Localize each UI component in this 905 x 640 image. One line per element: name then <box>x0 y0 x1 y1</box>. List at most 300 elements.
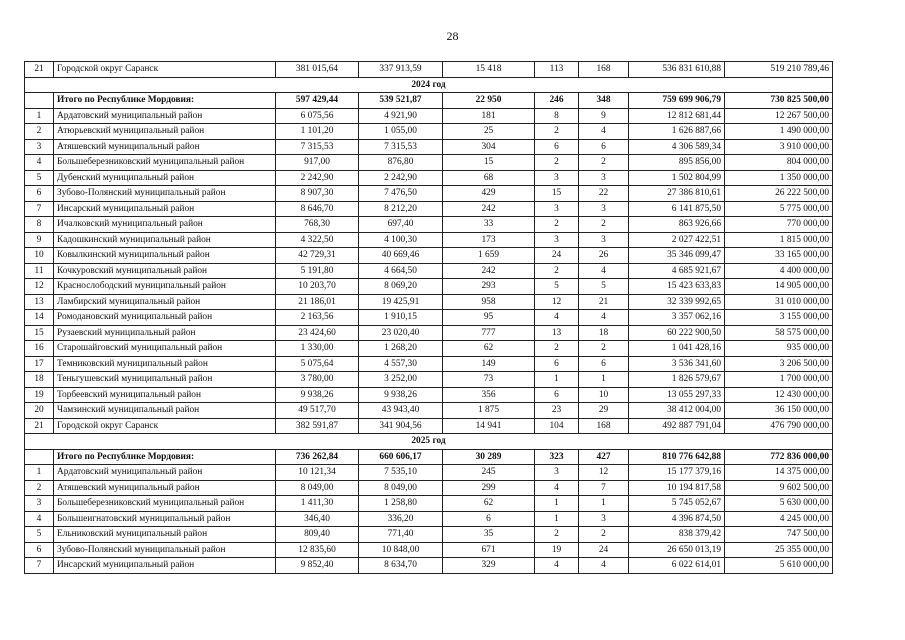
table-row <box>25 201 833 217</box>
value-cell-6: 838 379,42 <box>629 527 725 543</box>
value-cell-2: 539 521,87 <box>359 93 443 109</box>
district-name: Городской округ Саранск <box>54 62 276 78</box>
value-cell-7: 730 825 500,00 <box>725 93 833 109</box>
value-cell-1: 7 315,53 <box>276 139 359 155</box>
table-row <box>25 480 833 496</box>
value-cell-3: 173 <box>443 232 535 248</box>
table-row <box>25 170 833 186</box>
value-cell-6: 3 536 341,60 <box>629 356 725 372</box>
value-cell-7: 31 010 000,00 <box>725 294 833 310</box>
value-cell-5: 6 <box>579 356 629 372</box>
value-cell-1: 10 203,70 <box>276 279 359 295</box>
value-cell-4: 13 <box>535 325 579 341</box>
value-cell-6: 35 346 099,47 <box>629 248 725 264</box>
total-row <box>25 93 833 109</box>
value-cell-3: 95 <box>443 310 535 326</box>
value-cell-2: 771,40 <box>359 527 443 543</box>
year-label: 2024 год <box>25 77 833 93</box>
value-cell-4: 113 <box>535 62 579 78</box>
value-cell-6: 4 685 921,67 <box>629 263 725 279</box>
value-cell-2: 8 634,70 <box>359 558 443 574</box>
value-cell-3: 15 <box>443 155 535 171</box>
value-cell-3: 1 659 <box>443 248 535 264</box>
value-cell-2: 40 669,46 <box>359 248 443 264</box>
value-cell-5: 29 <box>579 403 629 419</box>
district-name: Ардатовский муниципальный район <box>54 108 276 124</box>
value-cell-6: 4 396 874,50 <box>629 511 725 527</box>
value-cell-5: 168 <box>579 62 629 78</box>
value-cell-3: 22 950 <box>443 93 535 109</box>
value-cell-6: 6 022 614,01 <box>629 558 725 574</box>
value-cell-3: 329 <box>443 558 535 574</box>
value-cell-1: 9 852,40 <box>276 558 359 574</box>
value-cell-3: 62 <box>443 341 535 357</box>
value-cell-7: 3 206 500,00 <box>725 356 833 372</box>
value-cell-1: 736 262,84 <box>276 449 359 465</box>
value-cell-7: 5 630 000,00 <box>725 496 833 512</box>
value-cell-1: 1 330,00 <box>276 341 359 357</box>
row-number: 16 <box>25 341 54 357</box>
value-cell-6: 1 626 887,66 <box>629 124 725 140</box>
row-number: 13 <box>25 294 54 310</box>
value-cell-6: 895 856,00 <box>629 155 725 171</box>
value-cell-2: 4 664,50 <box>359 263 443 279</box>
table-row <box>25 217 833 233</box>
value-cell-2: 8 069,20 <box>359 279 443 295</box>
value-cell-1: 917,00 <box>276 155 359 171</box>
value-cell-7: 935 000,00 <box>725 341 833 357</box>
value-cell-3: 304 <box>443 139 535 155</box>
table-row <box>25 418 833 434</box>
value-cell-3: 429 <box>443 186 535 202</box>
value-cell-4: 5 <box>535 279 579 295</box>
row-number: 8 <box>25 217 54 233</box>
value-cell-2: 10 848,00 <box>359 542 443 558</box>
table-row <box>25 248 833 264</box>
value-cell-2: 1 910,15 <box>359 310 443 326</box>
value-cell-6: 4 306 589,34 <box>629 139 725 155</box>
value-cell-4: 8 <box>535 108 579 124</box>
value-cell-6: 1 826 579,67 <box>629 372 725 388</box>
district-name: Инсарский муниципальный район <box>54 558 276 574</box>
value-cell-3: 1 875 <box>443 403 535 419</box>
district-name: Кочкуровский муниципальный район <box>54 263 276 279</box>
district-name: Зубово-Полянский муниципальный район <box>54 542 276 558</box>
district-name: Дубенский муниципальный район <box>54 170 276 186</box>
value-cell-2: 1 055,00 <box>359 124 443 140</box>
table-row <box>25 496 833 512</box>
value-cell-4: 4 <box>535 310 579 326</box>
value-cell-1: 21 186,01 <box>276 294 359 310</box>
table-row <box>25 263 833 279</box>
table-row <box>25 124 833 140</box>
district-name: Ромодановский муниципальный район <box>54 310 276 326</box>
value-cell-4: 23 <box>535 403 579 419</box>
value-cell-4: 4 <box>535 558 579 574</box>
table-row <box>25 139 833 155</box>
value-cell-4: 3 <box>535 201 579 217</box>
district-name: Ардатовский муниципальный район <box>54 465 276 481</box>
value-cell-3: 68 <box>443 170 535 186</box>
value-cell-5: 168 <box>579 418 629 434</box>
value-cell-6: 26 650 013,19 <box>629 542 725 558</box>
table-row <box>25 62 833 78</box>
district-name: Кадошкинский муниципальный район <box>54 232 276 248</box>
row-number: 2 <box>25 480 54 496</box>
value-cell-4: 6 <box>535 139 579 155</box>
value-cell-7: 58 575 000,00 <box>725 325 833 341</box>
value-cell-5: 4 <box>579 124 629 140</box>
value-cell-2: 7 535,10 <box>359 465 443 481</box>
district-name: Темниковский муниципальный район <box>54 356 276 372</box>
value-cell-7: 804 000,00 <box>725 155 833 171</box>
value-cell-5: 2 <box>579 155 629 171</box>
value-cell-2: 43 943,40 <box>359 403 443 419</box>
row-number: 21 <box>25 418 54 434</box>
value-cell-5: 24 <box>579 542 629 558</box>
value-cell-5: 427 <box>579 449 629 465</box>
row-number: 4 <box>25 155 54 171</box>
row-number: 7 <box>25 558 54 574</box>
district-name: Большеигнатовский муниципальный район <box>54 511 276 527</box>
value-cell-5: 9 <box>579 108 629 124</box>
value-cell-1: 2 163,56 <box>276 310 359 326</box>
value-cell-3: 25 <box>443 124 535 140</box>
value-cell-4: 1 <box>535 496 579 512</box>
row-number: 5 <box>25 170 54 186</box>
value-cell-4: 3 <box>535 465 579 481</box>
value-cell-7: 476 790 000,00 <box>725 418 833 434</box>
table-row <box>25 542 833 558</box>
row-number: 15 <box>25 325 54 341</box>
value-cell-2: 2 242,90 <box>359 170 443 186</box>
value-cell-5: 3 <box>579 170 629 186</box>
value-cell-2: 4 100,30 <box>359 232 443 248</box>
page-number: 28 <box>446 29 459 43</box>
district-name: Старошайговский муниципальный район <box>54 341 276 357</box>
value-cell-5: 1 <box>579 372 629 388</box>
value-cell-3: 245 <box>443 465 535 481</box>
value-cell-1: 12 835,60 <box>276 542 359 558</box>
table-row <box>25 403 833 419</box>
value-cell-4: 2 <box>535 263 579 279</box>
row-number: 21 <box>25 62 54 78</box>
value-cell-1: 9 938,26 <box>276 387 359 403</box>
value-cell-6: 536 831 610,88 <box>629 62 725 78</box>
table-row <box>25 108 833 124</box>
value-cell-4: 19 <box>535 542 579 558</box>
value-cell-7: 25 355 000,00 <box>725 542 833 558</box>
value-cell-3: 14 941 <box>443 418 535 434</box>
value-cell-6: 810 776 642,88 <box>629 449 725 465</box>
value-cell-1: 1 411,30 <box>276 496 359 512</box>
district-name: Теньгушевский муниципальный район <box>54 372 276 388</box>
value-cell-1: 49 517,70 <box>276 403 359 419</box>
value-cell-1: 809,40 <box>276 527 359 543</box>
value-cell-1: 346,40 <box>276 511 359 527</box>
value-cell-4: 2 <box>535 155 579 171</box>
year-label: 2025 год <box>25 434 833 450</box>
value-cell-7: 519 210 789,46 <box>725 62 833 78</box>
value-cell-3: 62 <box>443 496 535 512</box>
table-row <box>25 310 833 326</box>
value-cell-1: 382 591,87 <box>276 418 359 434</box>
row-number: 5 <box>25 527 54 543</box>
row-number: 7 <box>25 201 54 217</box>
value-cell-4: 3 <box>535 170 579 186</box>
value-cell-4: 24 <box>535 248 579 264</box>
value-cell-2: 4 921,90 <box>359 108 443 124</box>
row-number: 17 <box>25 356 54 372</box>
row-number: 6 <box>25 542 54 558</box>
value-cell-3: 30 289 <box>443 449 535 465</box>
value-cell-3: 15 418 <box>443 62 535 78</box>
value-cell-5: 2 <box>579 527 629 543</box>
value-cell-4: 104 <box>535 418 579 434</box>
value-cell-4: 2 <box>535 527 579 543</box>
value-cell-5: 3 <box>579 232 629 248</box>
year-header-row <box>25 434 833 450</box>
value-cell-5: 26 <box>579 248 629 264</box>
value-cell-2: 697,40 <box>359 217 443 233</box>
value-cell-2: 336,20 <box>359 511 443 527</box>
value-cell-6: 3 357 062,16 <box>629 310 725 326</box>
table-row <box>25 511 833 527</box>
value-cell-4: 1 <box>535 372 579 388</box>
value-cell-1: 10 121,34 <box>276 465 359 481</box>
value-cell-1: 23 424,60 <box>276 325 359 341</box>
row-number: 20 <box>25 403 54 419</box>
row-number: 14 <box>25 310 54 326</box>
value-cell-1: 381 015,64 <box>276 62 359 78</box>
value-cell-5: 18 <box>579 325 629 341</box>
value-cell-5: 6 <box>579 139 629 155</box>
value-cell-5: 12 <box>579 465 629 481</box>
value-cell-3: 6 <box>443 511 535 527</box>
district-name: Большеберезниковский муниципальный район <box>54 155 276 171</box>
table-row <box>25 465 833 481</box>
value-cell-2: 1 268,20 <box>359 341 443 357</box>
value-cell-7: 770 000,00 <box>725 217 833 233</box>
value-cell-6: 5 745 052,67 <box>629 496 725 512</box>
row-number: 1 <box>25 465 54 481</box>
housing-program-table <box>24 61 833 574</box>
district-name: Краснослободский муниципальный район <box>54 279 276 295</box>
row-number <box>25 93 54 109</box>
value-cell-2: 341 904,56 <box>359 418 443 434</box>
value-cell-5: 2 <box>579 217 629 233</box>
value-cell-3: 35 <box>443 527 535 543</box>
value-cell-2: 9 938,26 <box>359 387 443 403</box>
value-cell-6: 10 194 817,58 <box>629 480 725 496</box>
district-name: Ельниковский муниципальный район <box>54 527 276 543</box>
value-cell-1: 3 780,00 <box>276 372 359 388</box>
value-cell-5: 3 <box>579 201 629 217</box>
table-row <box>25 387 833 403</box>
row-number: 1 <box>25 108 54 124</box>
row-number: 3 <box>25 496 54 512</box>
district-name: Большеберезниковский муниципальный район <box>54 496 276 512</box>
value-cell-1: 5 191,80 <box>276 263 359 279</box>
value-cell-7: 772 836 000,00 <box>725 449 833 465</box>
table-body <box>25 62 833 574</box>
district-name: Итого по Республике Мордовия: <box>54 449 276 465</box>
table-row <box>25 155 833 171</box>
value-cell-2: 8 212,20 <box>359 201 443 217</box>
value-cell-7: 36 150 000,00 <box>725 403 833 419</box>
value-cell-4: 15 <box>535 186 579 202</box>
value-cell-2: 660 606,17 <box>359 449 443 465</box>
value-cell-3: 293 <box>443 279 535 295</box>
table-row <box>25 186 833 202</box>
value-cell-5: 1 <box>579 496 629 512</box>
value-cell-5: 3 <box>579 511 629 527</box>
value-cell-1: 768,30 <box>276 217 359 233</box>
row-number: 18 <box>25 372 54 388</box>
value-cell-4: 12 <box>535 294 579 310</box>
value-cell-7: 747 500,00 <box>725 527 833 543</box>
table-row <box>25 372 833 388</box>
value-cell-3: 777 <box>443 325 535 341</box>
value-cell-2: 19 425,91 <box>359 294 443 310</box>
value-cell-1: 5 075,64 <box>276 356 359 372</box>
district-name: Ичалковский муниципальный район <box>54 217 276 233</box>
value-cell-6: 13 055 297,33 <box>629 387 725 403</box>
value-cell-3: 149 <box>443 356 535 372</box>
value-cell-2: 23 020,40 <box>359 325 443 341</box>
value-cell-2: 337 913,59 <box>359 62 443 78</box>
value-cell-6: 15 423 633,83 <box>629 279 725 295</box>
value-cell-1: 8 646,70 <box>276 201 359 217</box>
value-cell-7: 14 905 000,00 <box>725 279 833 295</box>
value-cell-3: 671 <box>443 542 535 558</box>
table-row <box>25 294 833 310</box>
value-cell-7: 33 165 000,00 <box>725 248 833 264</box>
value-cell-1: 42 729,31 <box>276 248 359 264</box>
value-cell-6: 60 222 900,50 <box>629 325 725 341</box>
district-name: Торбеевский муниципальный район <box>54 387 276 403</box>
value-cell-1: 1 101,20 <box>276 124 359 140</box>
row-number: 9 <box>25 232 54 248</box>
value-cell-6: 2 027 422,51 <box>629 232 725 248</box>
value-cell-2: 8 049,00 <box>359 480 443 496</box>
value-cell-7: 4 400 000,00 <box>725 263 833 279</box>
value-cell-5: 4 <box>579 263 629 279</box>
value-cell-7: 12 267 500,00 <box>725 108 833 124</box>
value-cell-7: 1 490 000,00 <box>725 124 833 140</box>
total-row <box>25 449 833 465</box>
year-header-row <box>25 77 833 93</box>
value-cell-6: 15 177 379,16 <box>629 465 725 481</box>
row-number: 11 <box>25 263 54 279</box>
value-cell-5: 5 <box>579 279 629 295</box>
value-cell-7: 5 775 000,00 <box>725 201 833 217</box>
value-cell-7: 3 910 000,00 <box>725 139 833 155</box>
row-number: 19 <box>25 387 54 403</box>
district-name: Ковылкинский муниципальный район <box>54 248 276 264</box>
value-cell-3: 299 <box>443 480 535 496</box>
value-cell-7: 26 222 500,00 <box>725 186 833 202</box>
value-cell-5: 2 <box>579 341 629 357</box>
table-row <box>25 279 833 295</box>
row-number: 6 <box>25 186 54 202</box>
value-cell-6: 759 699 906,79 <box>629 93 725 109</box>
value-cell-2: 1 258,80 <box>359 496 443 512</box>
district-name: Зубово-Полянский муниципальный район <box>54 186 276 202</box>
table-row <box>25 527 833 543</box>
row-number <box>25 449 54 465</box>
value-cell-7: 4 245 000,00 <box>725 511 833 527</box>
value-cell-6: 1 041 428,16 <box>629 341 725 357</box>
value-cell-1: 8 907,30 <box>276 186 359 202</box>
value-cell-4: 2 <box>535 341 579 357</box>
value-cell-4: 3 <box>535 232 579 248</box>
value-cell-3: 242 <box>443 201 535 217</box>
district-name: Чамзинский муниципальный район <box>54 403 276 419</box>
value-cell-7: 12 430 000,00 <box>725 387 833 403</box>
table-row <box>25 356 833 372</box>
value-cell-6: 492 887 791,04 <box>629 418 725 434</box>
value-cell-1: 8 049,00 <box>276 480 359 496</box>
value-cell-4: 2 <box>535 124 579 140</box>
row-number: 12 <box>25 279 54 295</box>
row-number: 4 <box>25 511 54 527</box>
value-cell-2: 7 315,53 <box>359 139 443 155</box>
district-name: Инсарский муниципальный район <box>54 201 276 217</box>
value-cell-3: 242 <box>443 263 535 279</box>
value-cell-7: 9 602 500,00 <box>725 480 833 496</box>
value-cell-3: 958 <box>443 294 535 310</box>
value-cell-6: 863 926,66 <box>629 217 725 233</box>
value-cell-3: 73 <box>443 372 535 388</box>
value-cell-7: 14 375 000,00 <box>725 465 833 481</box>
value-cell-7: 1 350 000,00 <box>725 170 833 186</box>
value-cell-1: 2 242,90 <box>276 170 359 186</box>
value-cell-4: 323 <box>535 449 579 465</box>
district-name: Атяшевский муниципальный район <box>54 480 276 496</box>
value-cell-6: 6 141 875,50 <box>629 201 725 217</box>
value-cell-6: 32 339 992,65 <box>629 294 725 310</box>
value-cell-4: 246 <box>535 93 579 109</box>
district-name: Ламбирский муниципальный район <box>54 294 276 310</box>
value-cell-7: 5 610 000,00 <box>725 558 833 574</box>
value-cell-4: 1 <box>535 511 579 527</box>
value-cell-5: 7 <box>579 480 629 496</box>
value-cell-5: 4 <box>579 558 629 574</box>
table-row <box>25 232 833 248</box>
value-cell-2: 3 252,00 <box>359 372 443 388</box>
row-number: 10 <box>25 248 54 264</box>
value-cell-3: 356 <box>443 387 535 403</box>
value-cell-7: 1 815 000,00 <box>725 232 833 248</box>
value-cell-4: 2 <box>535 217 579 233</box>
table-row <box>25 558 833 574</box>
value-cell-6: 1 502 804,99 <box>629 170 725 186</box>
value-cell-4: 6 <box>535 387 579 403</box>
value-cell-7: 3 155 000,00 <box>725 310 833 326</box>
district-name: Городской округ Саранск <box>54 418 276 434</box>
value-cell-5: 10 <box>579 387 629 403</box>
district-name: Атюрьевский муниципальный район <box>54 124 276 140</box>
district-name: Атяшевский муниципальный район <box>54 139 276 155</box>
value-cell-1: 4 322,50 <box>276 232 359 248</box>
row-number: 2 <box>25 124 54 140</box>
value-cell-4: 6 <box>535 356 579 372</box>
district-name: Рузаевский муниципальный район <box>54 325 276 341</box>
table-row <box>25 325 833 341</box>
value-cell-5: 348 <box>579 93 629 109</box>
value-cell-5: 21 <box>579 294 629 310</box>
